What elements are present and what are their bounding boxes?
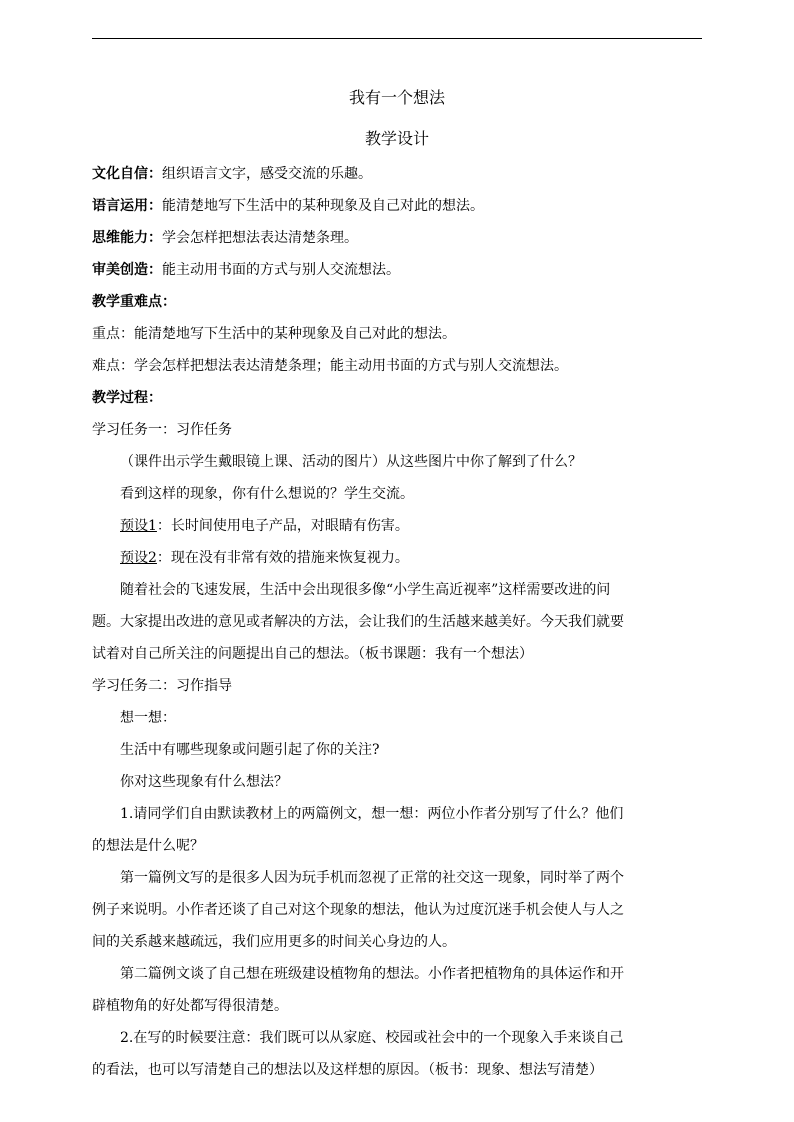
goal-text: 能清楚地写下生活中的某种现象及自己对此的想法。: [162, 198, 484, 214]
goal-text: 能主动用书面的方式与别人交流想法。: [162, 262, 400, 278]
key-points-heading: 教学重难点：: [92, 294, 176, 310]
preset-text: ：长时间使用电子产品，对眼睛有伤害。: [156, 518, 409, 534]
goal-thinking: [92, 228, 702, 248]
example1-line: 第一篇例文写的是很多人因为玩手机而忽视了正常的社交这一现象，同时举了两个: [120, 870, 624, 886]
task1-paragraph: 看到这样的现象，你有什么想说的？学生交流。: [120, 486, 414, 502]
goal-label: 文化自信：: [92, 166, 162, 182]
task1-paragraph-line: 题。大家提出改进的意见或者解决的方法，会让我们的生活越来越美好。今天我们就要: [92, 614, 624, 630]
item1-line: 1.请同学们自由默读教材上的两篇例文，想一想：两位小作者分别写了什么？他们: [120, 806, 624, 822]
process-heading: 教学过程：: [92, 390, 162, 406]
task1-heading: 学习任务一：习作任务: [92, 422, 232, 438]
task1-paragraph: （课件出示学生戴眼镜上课、活动的图片）从这些图片中你了解到了什么？: [120, 454, 582, 470]
preset-text: ：现在没有非常有效的措施来恢复视力。: [156, 550, 409, 566]
goal-text: 学会怎样把想法表达清楚条理。: [162, 230, 358, 246]
goal-label: 审美创造：: [92, 262, 162, 278]
example1-line: 间的关系越来越疏远，我们应用更多的时间关心身边的人。: [92, 934, 456, 950]
question-2: 你对这些现象有什么想法？: [120, 774, 288, 790]
goal-text: 组织语言文字，感受交流的乐趣。: [162, 166, 372, 182]
goal-language: [92, 196, 702, 216]
preset-1: [92, 516, 702, 536]
example1-line: 例子来说明。小作者还谈了自己对这个现象的想法，他认为过度沉迷手机会使人与人之: [92, 902, 624, 918]
goal-culture: [92, 164, 702, 184]
example2-line: 第二篇例文谈了自己想在班级建设植物角的想法。小作者把植物角的具体运作和开: [120, 966, 624, 982]
preset-label: 预设2: [120, 550, 157, 566]
preset-2: [92, 548, 702, 568]
task1-paragraph-line: 随着社会的飞速发展，生活中会出现很多像“小学生高近视率”这样需要改进的问: [120, 582, 611, 598]
item2-line: 的看法，也可以写清楚自己的想法以及这样想的原因。（板书：现象、想法写清楚）: [92, 1062, 603, 1078]
document-title: 我有一个想法: [348, 88, 445, 107]
goal-label: 思维能力：: [92, 230, 162, 246]
task2-heading: 学习任务二：习作指导: [92, 678, 232, 694]
preset-label: 预设1: [120, 518, 157, 534]
goal-aesthetic: [92, 260, 702, 280]
item1-line: 的想法是什么呢？: [92, 838, 204, 854]
key-point: 重点：能清楚地写下生活中的某种现象及自己对此的想法。: [92, 326, 456, 342]
think-label: 想一想：: [120, 710, 176, 726]
document-subtitle: 教学设计: [364, 129, 429, 148]
question-1: 生活中有哪些现象或问题引起了你的关注?: [120, 742, 380, 758]
difficult-point: 难点：学会怎样把想法表达清楚条理；能主动用书面的方式与别人交流想法。: [92, 358, 568, 374]
example2-line: 辟植物角的好处都写得很清楚。: [92, 998, 288, 1014]
task1-paragraph-line: 试着对自己所关注的问题提出自己的想法。（板书课题：我有一个想法）: [92, 646, 533, 662]
header-rule: [92, 38, 702, 39]
item2-line: 2.在写的时候要注意：我们既可以从家庭、校园或社会中的一个现象入手来谈自己: [120, 1030, 624, 1046]
goal-label: 语言运用：: [92, 198, 162, 214]
